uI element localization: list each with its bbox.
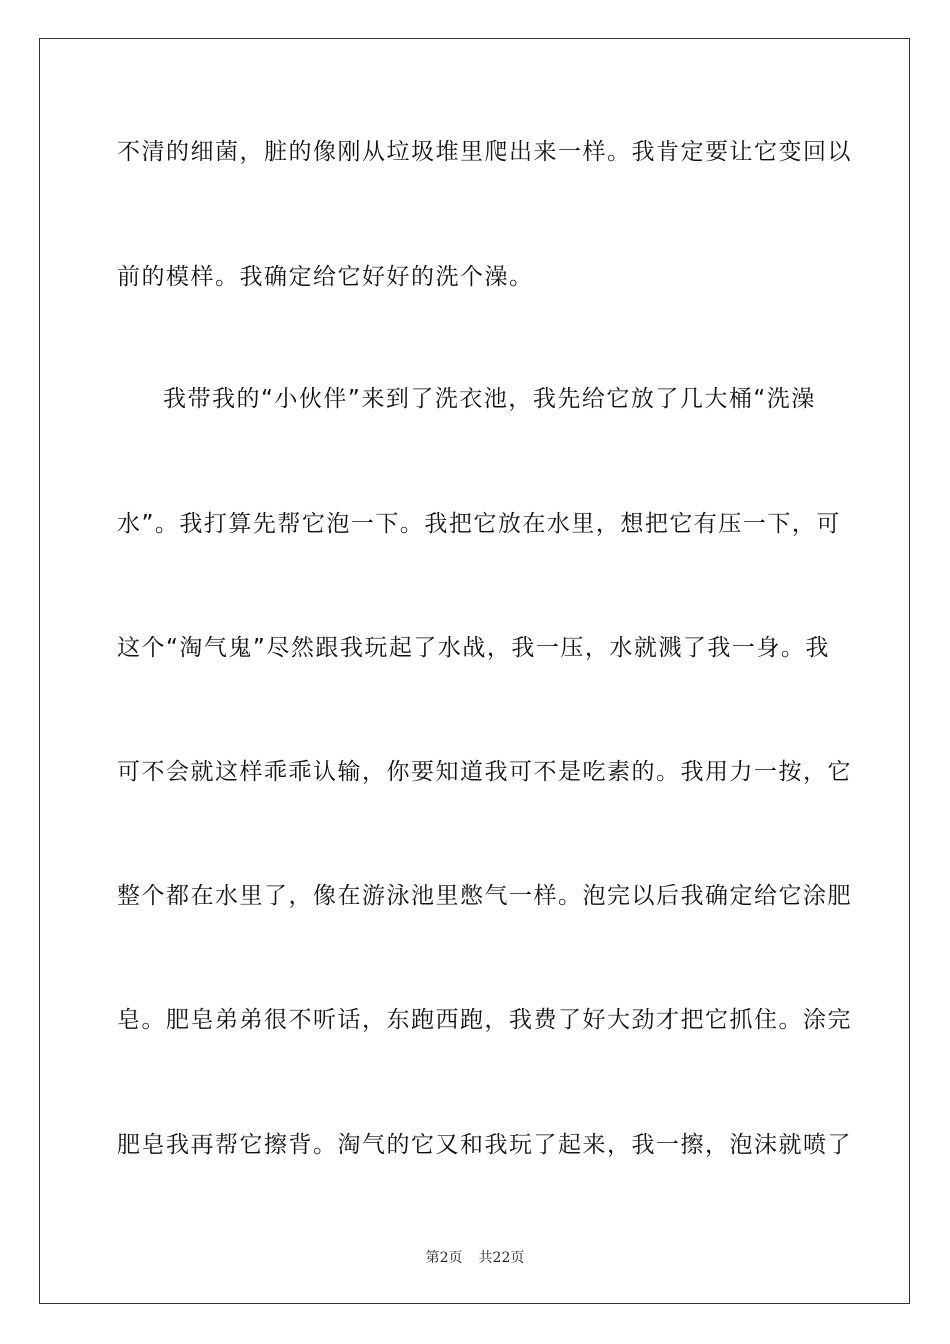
page-number: 第2页 xyxy=(425,1250,463,1266)
body-line-5: 这个“淘气鬼”尽然跟我玩起了水战，我一压，水就溅了我一身。我 xyxy=(117,635,830,661)
body-line-3: 我带我的“小伙伴”来到了洗衣池，我先给它放了几大桶“洗澡 xyxy=(163,386,816,412)
page-footer xyxy=(0,1247,950,1267)
page-total: 共22页 xyxy=(478,1250,525,1266)
body-line-7: 整个都在水里了，像在游泳池里憋气一样。泡完以后我确定给它涂肥 xyxy=(117,883,852,909)
body-line-6: 可不会就这样乖乖认输，你要知道我可不是吃素的。我用力一按，它 xyxy=(117,759,852,785)
body-line-4: 水”。我打算先帮它泡一下。我把它放在水里，想把它有压一下，可 xyxy=(117,511,841,537)
body-line-8: 皂。肥皂弟弟很不听话，东跑西跑，我费了好大劲才把它抓住。涂完 xyxy=(117,1007,852,1033)
body-line-9: 肥皂我再帮它擦背。淘气的它又和我玩了起来，我一擦，泡沫就喷了 xyxy=(117,1132,852,1158)
body-line-1: 不清的细菌，脏的像刚从垃圾堆里爬出来一样。我肯定要让它变回以 xyxy=(117,139,852,165)
page-border xyxy=(39,38,910,1304)
body-line-2: 前的模样。我确定给它好好的洗个澡。 xyxy=(117,264,534,290)
